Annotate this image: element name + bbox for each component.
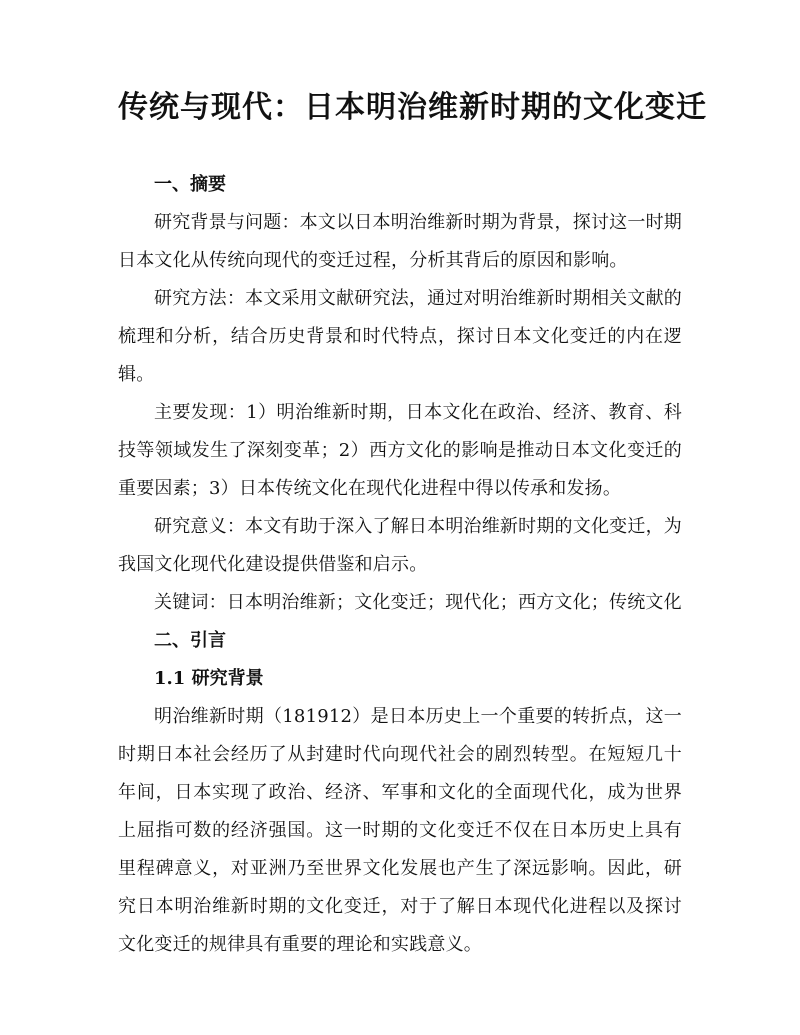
introduction-heading: 二、引言 [154,630,226,651]
abstract-heading: 一、摘要 [154,174,226,195]
document-title: 传统与现代：日本明治维新时期的文化变迁 [118,90,707,125]
abstract-background-paragraph: 研究背景与问题：本文以日本明治维新时期为背景，探讨这一时期日本文化从传统向现代的变迁过程，分析其背后的原因和影响。 [118,212,682,271]
research-background-paragraph: 明治维新时期（181912）是日本历史上一个重要的转折点，这一时期日本社会经历了从封建时代向现代社会的剧烈转型。在短短几十年间，日本实现了政治、经济、军事和文化的全面现代化，成为世界上屈指可数的经济强国。这一时期的文化变迁不仅在日本历史上具有里程碑意义，对亚洲乃至世界文化发展也产生了深远影响。因此，研究日本明治维新时期的文化变迁，对于了解日本现代化进程以及探讨文化变迁的规律具有重要的理论和实践意义。 [118,706,682,955]
introduction-section [118,622,682,964]
research-background-subheading: 1.1 研究背景 [154,668,264,689]
abstract-keywords-paragraph: 关键词：日本明治维新；文化变迁；现代化；西方文化；传统文化 [154,592,682,613]
abstract-section [118,166,682,622]
abstract-significance-paragraph: 研究意义：本文有助于深入了解日本明治维新时期的文化变迁，为我国文化现代化建设提供借鉴和启示。 [118,516,682,575]
abstract-findings-paragraph: 主要发现：1）明治维新时期，日本文化在政治、经济、教育、科技等领域发生了深刻变革；2）西方文化的影响是推动日本文化变迁的重要因素；3）日本传统文化在现代化进程中得以传承和发扬。 [118,402,682,499]
abstract-method-paragraph: 研究方法：本文采用文献研究法，通过对明治维新时期相关文献的梳理和分析，结合历史背景和时代特点，探讨日本文化变迁的内在逻辑。 [118,288,682,385]
